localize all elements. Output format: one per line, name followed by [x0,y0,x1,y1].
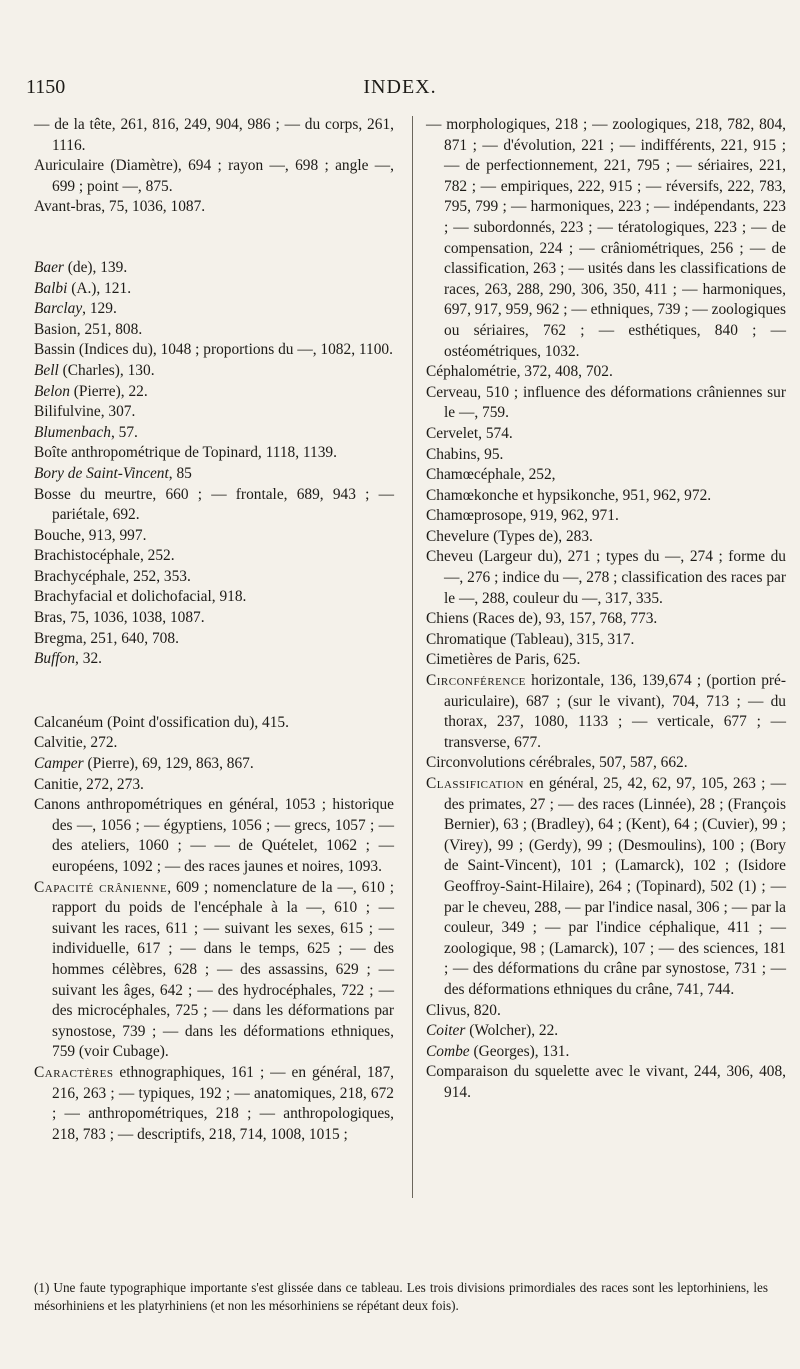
index-entry [34,485,394,526]
entry-text: Calvitie, 272. [34,734,118,752]
index-entry [34,361,394,382]
index-entry [426,1042,786,1063]
entry-text: , 85 [168,464,192,482]
entry-heading: Capacité crânienne [34,878,168,896]
entry-text: — de la tête, 261, 816, 249, 904, 986 ; — du corps, 261, 1116. [34,116,394,154]
index-entry [34,382,394,403]
index-entry [34,546,394,567]
entry-text: Auriculaire (Diamètre), 694 ; rayon —, 698 ; angle —, 699 ; point —, 875. [34,157,394,195]
entry-text: Bosse du meurtre, 660 ; — frontale, 689, 943 ; — pariétale, 692. [34,485,394,524]
entry-text: Cimetières de Paris, 625. [426,651,581,669]
entry-text: Chabins, 95. [426,445,504,463]
section-gap [34,218,394,258]
entry-text: , 32. [75,650,102,668]
entry-heading: Camper [34,755,84,773]
index-entry [34,340,394,361]
index-entry [34,608,394,629]
entry-text: Boîte anthropométrique de Topinard, 1118, 1139. [34,444,337,462]
column-divider [412,116,413,1198]
index-entry [426,486,786,507]
index-entry [34,115,394,156]
entry-heading: Baer [34,258,64,276]
entry-text: Chromatique (Tableau), 315, 317. [426,630,635,648]
entry-heading: Blumenbach [34,423,111,441]
index-entry [34,1063,394,1145]
entry-text: (Pierre), 22. [69,382,148,400]
entry-heading: Bell [34,361,59,379]
index-entry [426,424,786,445]
entry-text: Avant-bras, 75, 1036, 1087. [34,198,206,216]
footnote: (1) Une faute typographique importante s'est glissée dans ce tableau. Les trois divisions primordiales des races sont les leptorhiniens, les mésorhiniens et les platyrhiniens (et non les mésorhiniens se répétant deux fois). [34,1280,768,1313]
entry-text: ethnographiques, 161 ; — en général, 187, 216, 263 ; — typiques, 192 ; — anatomiques, 218, 672 ; — anthropométriques, 218 ; — anthropologiques, 218, 783 ; — descriptifs, 218, 714, 1008, 1015 ; [52,1063,394,1143]
entry-text: Bregma, 251, 640, 708. [34,629,179,647]
index-entry [34,258,394,279]
entry-heading: Barclay [34,300,83,318]
index-entry [34,587,394,608]
entry-text: (Georges), 131. [469,1042,570,1060]
entry-text: Circonvolutions cérébrales, 507, 587, 662. [426,754,688,772]
entry-text: (Wolcher), 22. [465,1022,559,1040]
entry-text: Bilifulvine, 307. [34,403,136,421]
index-entry [426,115,786,362]
index-entry [426,547,786,609]
entry-text: Brachycéphale, 252, 353. [34,567,191,585]
index-entry [34,299,394,320]
index-entry [426,362,786,383]
index-entry [426,527,786,548]
entry-heading: Balbi [34,279,68,297]
entry-text: Basion, 251, 808. [34,320,143,338]
entry-heading: Belon [34,382,70,400]
entry-text: , 57. [110,423,138,441]
entry-heading: Buffon [34,650,76,668]
entry-heading: Coiter [426,1022,466,1040]
index-entry [426,630,786,651]
entry-text: Canons anthropométriques en général, 1053 ; historique des —, 1056 ; — égyptiens, 1056 ; — grecs, 1057 ; — des ateliers, 1060 ; — — de Quételet, 1062 ; — européens, 1092 ; — des races jaunes et noires, 1093. [34,796,394,875]
entry-text: Clivus, 820. [426,1001,501,1019]
entry-text: Bouche, 913, 997. [34,526,147,544]
index-entry [426,1062,786,1103]
index-entry [34,464,394,485]
index-entry [34,713,394,734]
entry-text: Calcanéum (Point d'ossification du), 415. [34,713,289,731]
section-gap [34,670,394,713]
entry-text: , 609 ; nomenclature de la —, 610 ; rapport du poids de l'encéphale à la —, 610 ; — suivant les races, 611 ; — suivant les sexes, 615 ; — individuelle, 617 ; — dans le temps, 625 ; — des hommes célèbres, 628 ; — des assassins, 629 ; — suivant les âges, 642 ; — des hydrocéphales, 722 ; — des microcéphales, 725 ; — dans les déformations par synostose, 739 ; — dans les déformations ethniques, 759 (voir Cubage). [52,878,394,1061]
index-entry [426,465,786,486]
index-entry [34,649,394,670]
index-entry [426,609,786,630]
index-entry [34,402,394,423]
left-column [34,115,394,1145]
index-entry [34,526,394,547]
index-entry [34,423,394,444]
index-entry [426,1001,786,1022]
index-entry [34,629,394,650]
entry-text: (A.), 121. [67,279,132,297]
entry-text: Cervelet, 574. [426,424,513,442]
entry-text: Bras, 75, 1036, 1038, 1087. [34,609,205,627]
entry-text: Comparaison du squelette avec le vivant, 244, 306, 408, 914. [426,1063,786,1101]
entry-text: (Charles), 130. [58,361,155,379]
entry-heading: Combe [426,1042,470,1060]
entry-heading: Circonférence [426,672,526,690]
entry-text: Chiens (Races de), 93, 157, 768, 773. [426,610,658,628]
entry-text: Chamœcéphale, 252, [426,466,556,484]
entry-text: Chamœkonche et hypsikonche, 951, 962, 972. [426,486,712,504]
index-entry [34,775,394,796]
index-entry [34,878,394,1063]
running-head: INDEX. [363,76,437,98]
index-entry [426,383,786,424]
index-entry [426,774,786,1001]
entry-text: Cerveau, 510 ; influence des déformations crâniennes sur le —, 759. [426,383,786,422]
entry-text: Brachistocéphale, 252. [34,547,175,565]
entry-text: (de), 139. [63,258,128,276]
index-entry [426,650,786,671]
entry-text: , 129. [82,300,117,318]
entry-text: (Pierre), 69, 129, 863, 867. [83,755,254,773]
entry-text: horizontale, 136, 139,674 ; (portion pré-auriculaire), 687 ; (sur le vivant), 704, 713 ; — du thorax, 237, 1080, 1133 ; — verticale, 677 ; — transverse, 677. [444,672,786,751]
index-entry [34,320,394,341]
index-entry [34,733,394,754]
index-entry [34,567,394,588]
entry-text: — morphologiques, 218 ; — zoologiques, 218, 782, 804, 871 ; — d'évolution, 221 ; — indifférents, 221, 915 ; — de perfectionnement, 221, 795 ; — sériaires, 221, 782 ; — empiriques, 222, 915 ; — réversifs, 222, 783, 795, 799 ; — harmoniques, 223 ; — indépendants, 223 ; — subordonnés, 223 ; — tératologiques, 223 ; — de compensation, 224 ; — crâniométriques, 256 ; — de classification, 263 ; — usités dans les classifications de races, 263, 288, 290, 306, 350, 411 ; — harmoniques, 697, 917, 959, 962 ; — ethniques, 739 ; — zoologiques ou sériaires, 762 ; — esthétiques, 840 ; — ostéométriques, 1032. [426,116,786,360]
index-entry [34,156,394,197]
entry-text: Chevelure (Types de), 283. [426,527,593,545]
entry-text: en général, 25, 42, 62, 97, 105, 263 ; — des primates, 27 ; — des races (Linnée), 28 ; (François Bernier), 63 ; (Bradley), 64 ; (Kent), 64 ; (Cuvier), 99 ; (Virey), 99 ; (Gerdy), 99 ; (Desmoulins), 100 ; (Bory de Saint-Vincent), 101 ; (Lamarck), 102 ; (Isidore Geoffroy-Saint-Hilaire), 264 ; (Topinard), 502 (1) ; — par le cheveu, 288, — par l'indice nasal, 306 ; — par la couleur, 349 ; — par l'indice céphalique, 411 ; — zoologique, 98 ; (Lamarck), 107 ; — des sciences, 181 ; — des déformations du crâne par synostose, 731 ; — des déformations ethniques du crâne, 741, 744. [444,775,786,998]
index-entry [34,279,394,300]
entry-text: Canitie, 272, 273. [34,775,144,793]
entry-text: Bassin (Indices du), 1048 ; proportions du —, 1082, 1100. [34,341,393,359]
entry-text: Brachyfacial et dolichofacial, 918. [34,588,247,606]
entry-heading: Classification [426,775,524,792]
entry-text: Cheveu (Largeur du), 271 ; types du —, 274 ; forme du —, 276 ; indice du —, 278 ; classification des races par le —, 288, couleur du —, 317, 335. [426,548,786,607]
index-entry [34,197,394,218]
index-entry [426,753,786,774]
entry-text: Céphalométrie, 372, 408, 702. [426,363,613,381]
index-entry [34,443,394,464]
entry-text: Chamœprosope, 919, 962, 971. [426,507,619,525]
entry-heading: Caractères [34,1063,114,1081]
entry-heading: Bory de Saint-Vincent [34,464,169,482]
right-column [426,115,786,1104]
index-entry [426,1021,786,1042]
page-number: 1150 [26,76,66,98]
index-entry [426,445,786,466]
index-entry [426,671,786,753]
index-entry [426,506,786,527]
index-entry [34,795,394,877]
index-entry [34,754,394,775]
